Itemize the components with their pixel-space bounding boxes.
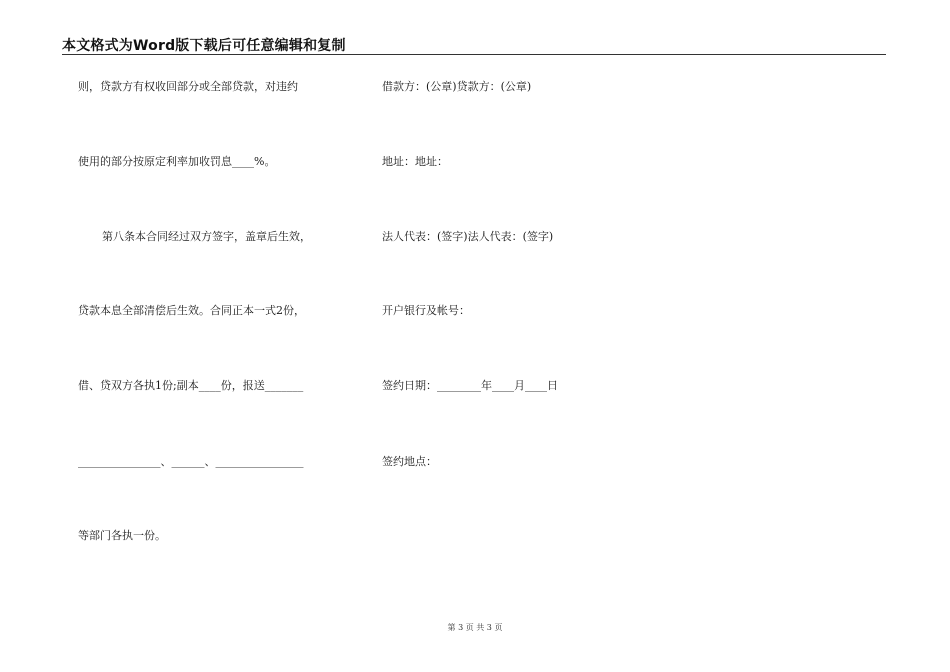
left-line-3: 第八条本合同经过双方签字，盖章后生效， [102,230,311,243]
left-line-2: 使用的部分按原定利率加收罚息____%。 [78,155,276,168]
right-line-bank-account: 开户银行及帐号： [382,304,470,317]
page-number-footer: 第 3 页 共 3 页 [447,623,503,632]
left-line-4: 贷款本息全部清偿后生效。合同正本一式2份， [78,304,305,317]
left-line-7: 等部门各执一份。 [78,529,166,542]
header-divider [62,54,886,55]
right-line-legal-rep: 法人代表：(签字)法人代表：(签字) [382,230,554,243]
right-line-address: 地址：地址： [382,155,448,168]
right-line-sign-place: 签约地点： [382,455,437,468]
document-header-title: 本文格式为Word版下载后可任意编辑和复制 [62,38,346,54]
left-line-6: _______________、______、________________ [78,455,304,468]
right-line-sign-date: 签约日期：________年____月____日 [382,379,558,392]
left-line-5: 借、贷双方各执1份;副本____份，报送_______ [78,379,304,392]
left-line-1: 则，贷款方有权收回部分或全部贷款，对违约 [78,80,298,93]
right-line-parties: 借款方：(公章)贷款方：(公章) [382,80,532,93]
